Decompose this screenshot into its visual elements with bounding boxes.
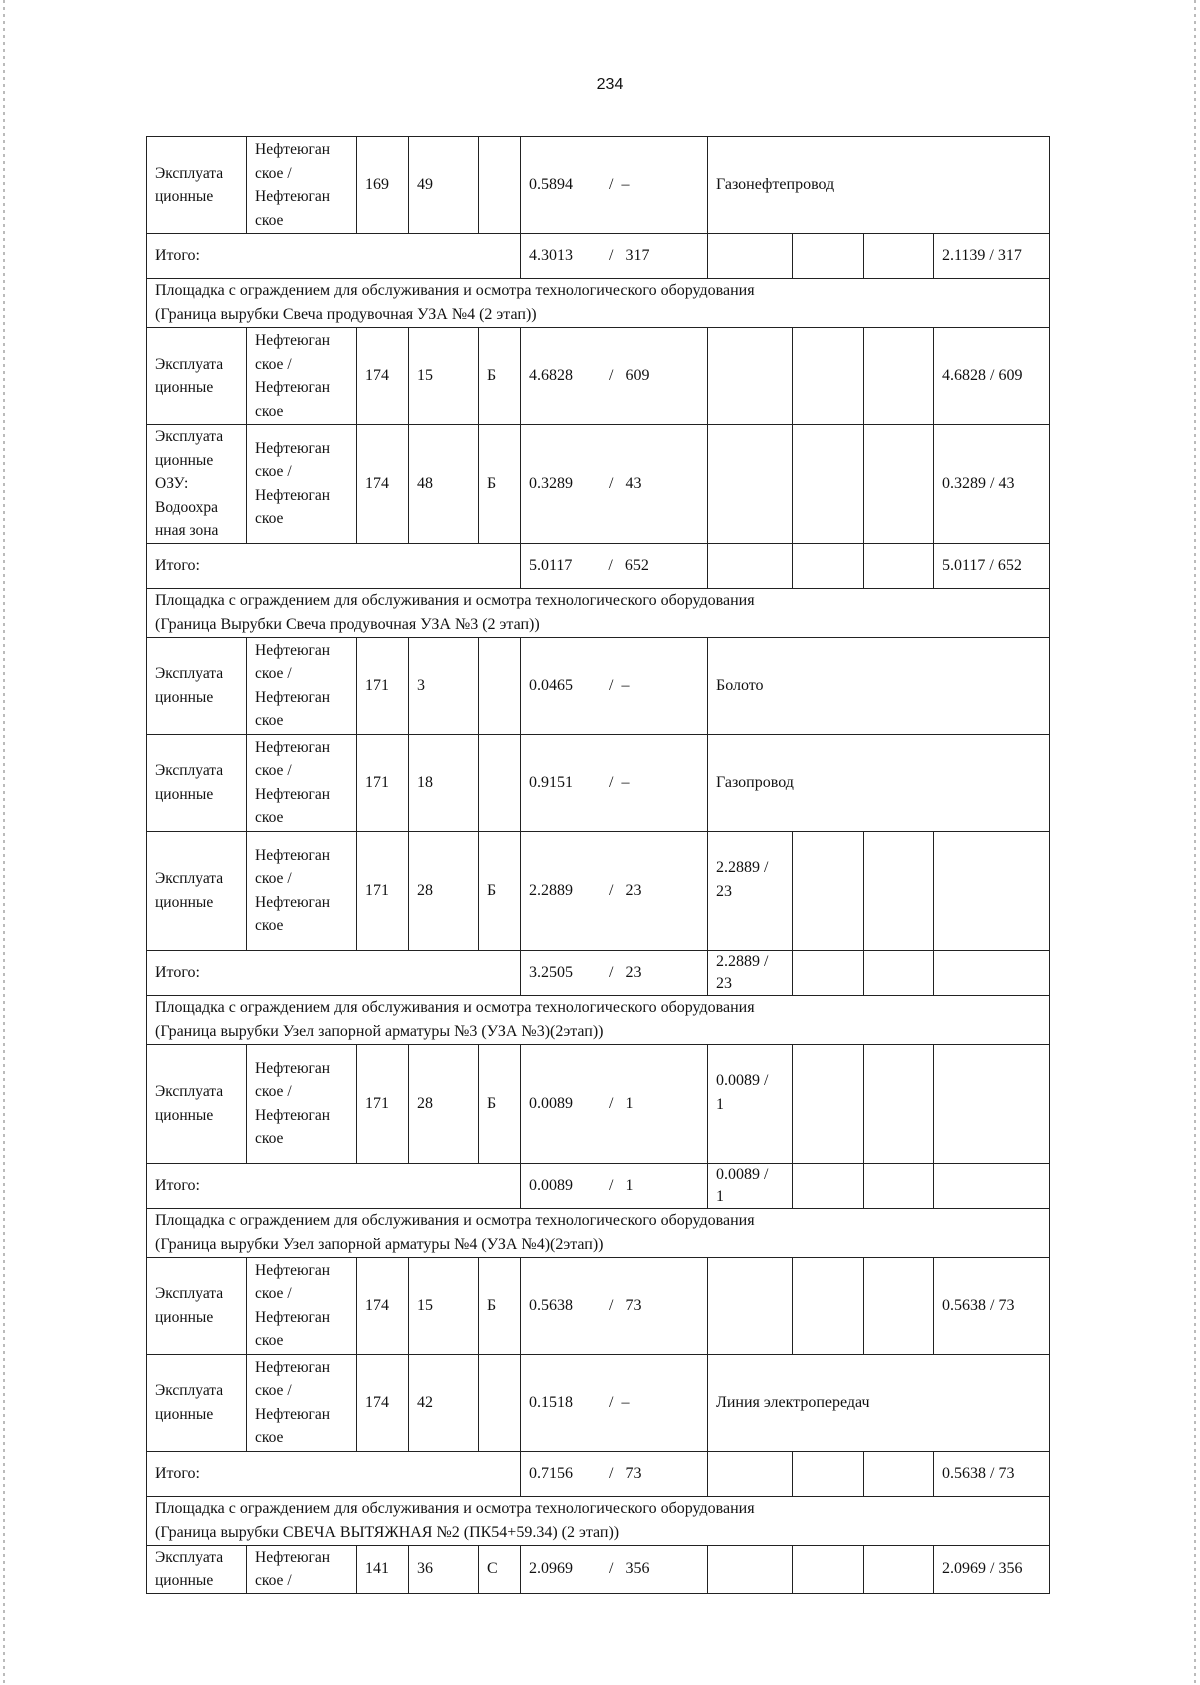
category-cell-line: ционные xyxy=(155,188,214,205)
owner-cell xyxy=(247,328,357,425)
owner-cell-line: Нефтеюган xyxy=(255,332,331,349)
value-part: 23 xyxy=(716,882,732,900)
category-c2-cell xyxy=(793,1545,864,1593)
category-cell-line: Эксплуата xyxy=(155,665,224,682)
table-row xyxy=(147,1044,1050,1163)
value-part: 2.2889 / xyxy=(716,952,769,970)
table-row xyxy=(147,328,1050,425)
category-c3-cell xyxy=(864,950,934,995)
owner-cell-line: ское xyxy=(255,402,284,420)
table-row xyxy=(147,831,1050,950)
kvartal-cell: 174 xyxy=(357,1257,409,1354)
litera-cell: Б xyxy=(479,1257,521,1354)
kvartal-cell: 171 xyxy=(357,637,409,734)
table-row xyxy=(147,637,1050,734)
category-cell-line: нная зона xyxy=(155,522,219,539)
category-c3-cell xyxy=(864,831,934,950)
owner-cell-line: Нефтеюган xyxy=(255,486,331,504)
category-c4-cell: 4.6828 / 609 xyxy=(934,328,1050,425)
table-row xyxy=(147,1545,1050,1593)
note-cell: Газопровод xyxy=(708,734,1050,831)
area-cell: 0.3289 / 43 xyxy=(521,425,708,544)
category-cell xyxy=(147,137,247,234)
category-c4-cell: 0.5638 / 73 xyxy=(934,1257,1050,1354)
category-c3-cell xyxy=(864,1451,934,1496)
area-cell: 5.0117 / 652 xyxy=(521,543,708,588)
category-c2-cell xyxy=(793,1451,864,1496)
vydel-cell: 49 xyxy=(409,137,479,234)
category-cell-line: Эксплуата xyxy=(155,1548,224,1566)
kvartal-cell: 174 xyxy=(357,328,409,425)
vydel-cell: 15 xyxy=(409,328,479,425)
kvartal-cell: 171 xyxy=(357,831,409,950)
category-c4-cell xyxy=(934,831,1050,950)
section-heading-line: (Граница вырубки СВЕЧА ВЫТЯЖНАЯ №2 (ПК54+59.34) (2 этап)) xyxy=(155,1523,620,1541)
category-cell-line: ционные xyxy=(155,893,214,911)
owner-cell xyxy=(247,1545,357,1593)
owner-cell-line: Нефтеюган xyxy=(255,1405,331,1423)
owner-cell-line: Нефтеюган xyxy=(255,1308,331,1326)
area-cell: 0.9151 / – xyxy=(521,734,708,831)
vydel-cell: 48 xyxy=(409,425,479,544)
owner-cell-line: Нефтеюган xyxy=(255,1261,331,1279)
section-heading-line: (Граница вырубки Узел запорной арматуры №4 (УЗА №4)(2этап)) xyxy=(155,1235,604,1253)
table-row xyxy=(147,1257,1050,1354)
owner-cell-line: ское xyxy=(255,1130,284,1147)
area-cell: 0.5638 / 73 xyxy=(521,1257,708,1354)
area-cell: 0.0089 / 1 xyxy=(521,1163,708,1208)
value-part: 2.2889 / xyxy=(716,858,769,876)
category-c3-cell xyxy=(864,1257,934,1354)
scan-edge-left xyxy=(3,0,5,1685)
owner-cell-line: ское / xyxy=(255,1285,292,1302)
category-c3-cell xyxy=(864,425,934,544)
total-label: Итого: xyxy=(147,1451,521,1496)
litera-cell: Б xyxy=(479,425,521,544)
clearing-table xyxy=(146,136,1050,1594)
kvartal-cell: 174 xyxy=(357,425,409,544)
litera-cell xyxy=(479,1354,521,1451)
category-c2-cell xyxy=(793,1044,864,1163)
note-cell: Линия электропередач xyxy=(708,1354,1050,1451)
owner-cell-line: Нефтеюган xyxy=(255,893,331,911)
category-cell-line: ционные xyxy=(155,1572,214,1589)
total-row xyxy=(147,543,1050,588)
category-c1-cell xyxy=(708,328,793,425)
owner-cell xyxy=(247,637,357,734)
area-cell: 0.0089 / 1 xyxy=(521,1044,708,1163)
category-cell-line: ционные xyxy=(155,1405,214,1423)
category-c1-cell xyxy=(708,543,793,588)
category-c3-cell xyxy=(864,328,934,425)
category-cell-line: Эксплуата xyxy=(155,762,224,779)
category-c2-cell xyxy=(793,425,864,544)
owner-cell-line: Нефтеюган xyxy=(255,785,331,803)
category-cell xyxy=(147,1044,247,1163)
owner-cell-line: Нефтеюган xyxy=(255,738,331,756)
category-cell xyxy=(147,734,247,831)
owner-cell xyxy=(247,831,357,950)
category-c1-cell xyxy=(708,950,793,995)
total-label: Итого: xyxy=(147,950,521,995)
category-cell-line: Эксплуата xyxy=(155,1382,224,1399)
category-cell-line: Эксплуата xyxy=(155,870,224,887)
owner-cell-line: ское / xyxy=(255,1572,292,1589)
category-c1-cell xyxy=(708,425,793,544)
section-heading-row xyxy=(147,588,1050,637)
section-heading-line: Площадка с ограждением для обслуживания и осмотра технологического оборудования xyxy=(155,282,755,299)
area-cell: 0.0465 / – xyxy=(521,637,708,734)
category-c1-cell xyxy=(708,234,793,279)
category-c3-cell xyxy=(864,543,934,588)
table-row xyxy=(147,137,1050,234)
kvartal-cell: 171 xyxy=(357,1044,409,1163)
category-c2-cell xyxy=(793,1163,864,1208)
owner-cell xyxy=(247,137,357,234)
category-c2-cell xyxy=(793,1257,864,1354)
total-row xyxy=(147,950,1050,995)
category-c4-cell: 5.0117 / 652 xyxy=(934,543,1050,588)
owner-cell-line: ское / xyxy=(255,1083,292,1100)
section-heading-line: Площадка с ограждением для обслуживания и осмотра технологического оборудования xyxy=(155,1211,755,1229)
table-row xyxy=(147,734,1050,831)
section-heading-row xyxy=(147,1208,1050,1257)
category-c4-cell: 0.3289 / 43 xyxy=(934,425,1050,544)
total-label: Итого: xyxy=(147,543,521,588)
category-c2-cell xyxy=(793,831,864,950)
category-c3-cell xyxy=(864,1163,934,1208)
kvartal-cell: 141 xyxy=(357,1545,409,1593)
owner-cell-line: Нефтеюган xyxy=(255,141,331,158)
category-cell-line: ОЗУ: xyxy=(155,475,189,492)
category-cell-line: Эксплуата xyxy=(155,355,224,373)
owner-cell-line: ское / xyxy=(255,665,292,682)
owner-cell-line: Нефтеюган xyxy=(255,188,331,205)
category-c4-cell xyxy=(934,1163,1050,1208)
owner-cell-line: ское / xyxy=(255,762,292,779)
category-c4-cell: 2.1139 / 317 xyxy=(934,234,1050,279)
litera-cell: С xyxy=(479,1545,521,1593)
owner-cell xyxy=(247,734,357,831)
owner-cell xyxy=(247,1044,357,1163)
area-cell: 4.3013 / 317 xyxy=(521,234,708,279)
section-heading-line: (Граница вырубки Узел запорной арматуры №3 (УЗА №3)(2этап)) xyxy=(155,1022,604,1040)
litera-cell xyxy=(479,637,521,734)
section-heading-row xyxy=(147,1496,1050,1545)
area-cell: 3.2505 / 23 xyxy=(521,950,708,995)
owner-cell-line: ское / xyxy=(255,355,292,373)
owner-cell-line: ское / xyxy=(255,1382,292,1399)
section-heading xyxy=(147,1208,1050,1257)
owner-cell-line: ское xyxy=(255,211,284,229)
kvartal-cell: 169 xyxy=(357,137,409,234)
category-c1-cell xyxy=(708,1451,793,1496)
category-c1-cell xyxy=(708,1545,793,1593)
category-c2-cell xyxy=(793,328,864,425)
value-part: 23 xyxy=(716,974,732,992)
litera-cell: Б xyxy=(479,831,521,950)
category-cell-line: ционные xyxy=(155,1106,214,1124)
total-label: Итого: xyxy=(147,1163,521,1208)
category-c3-cell xyxy=(864,234,934,279)
total-row xyxy=(147,234,1050,279)
vydel-cell: 15 xyxy=(409,1257,479,1354)
owner-cell-line: Нефтеюган xyxy=(255,688,331,706)
section-heading-line: (Граница вырубки Свеча продувочная УЗА №4 (2 этап)) xyxy=(155,306,537,323)
category-cell-line: ционные xyxy=(155,688,214,706)
litera-cell: Б xyxy=(479,328,521,425)
category-c4-cell xyxy=(934,950,1050,995)
value-part: 1 xyxy=(716,1095,724,1113)
owner-cell-line: Нефтеюган xyxy=(255,1106,331,1124)
category-cell-line: Эксплуата xyxy=(155,1083,224,1100)
category-c4-cell xyxy=(934,1044,1050,1163)
category-c1-cell xyxy=(708,1044,793,1163)
section-heading xyxy=(147,1496,1050,1545)
section-heading-line: Площадка с ограждением для обслуживания и осмотра технологического оборудования xyxy=(155,1499,755,1517)
owner-cell xyxy=(247,1354,357,1451)
category-cell-line: Эксплуата xyxy=(155,1285,224,1302)
owner-cell-line: ское xyxy=(255,1332,284,1349)
vydel-cell: 42 xyxy=(409,1354,479,1451)
owner-cell-line: ское xyxy=(255,809,284,826)
owner-cell-line: Нефтеюган xyxy=(255,379,331,396)
kvartal-cell: 171 xyxy=(357,734,409,831)
table-row xyxy=(147,425,1050,544)
owner-cell xyxy=(247,425,357,544)
area-cell: 0.1518 / – xyxy=(521,1354,708,1451)
category-c3-cell xyxy=(864,1545,934,1593)
category-cell xyxy=(147,831,247,950)
category-c4-cell: 2.0969 / 356 xyxy=(934,1545,1050,1593)
section-heading-row xyxy=(147,279,1050,328)
total-label: Итого: xyxy=(147,234,521,279)
total-row xyxy=(147,1451,1050,1496)
owner-cell-line: ское xyxy=(255,510,284,528)
category-c2-cell xyxy=(793,234,864,279)
category-cell-line: ционные xyxy=(155,785,214,803)
vydel-cell: 3 xyxy=(409,637,479,734)
owner-cell-line: ское / xyxy=(255,870,292,887)
owner-cell-line: Нефтеюган xyxy=(255,439,331,457)
vydel-cell: 28 xyxy=(409,831,479,950)
vydel-cell: 28 xyxy=(409,1044,479,1163)
section-heading-row xyxy=(147,995,1050,1044)
owner-cell-line: Нефтеюган xyxy=(255,1358,331,1376)
section-heading xyxy=(147,995,1050,1044)
category-cell xyxy=(147,1545,247,1593)
value-part: 0.0089 / xyxy=(716,1071,769,1089)
category-c3-cell xyxy=(864,1044,934,1163)
category-cell xyxy=(147,328,247,425)
category-cell-line: Эксплуата xyxy=(155,164,224,182)
owner-cell-line: ское xyxy=(255,917,284,934)
section-heading xyxy=(147,279,1050,328)
litera-cell: Б xyxy=(479,1044,521,1163)
page-number: 234 xyxy=(596,76,624,93)
category-cell-line: Водоохра xyxy=(155,498,219,516)
category-cell xyxy=(147,1354,247,1451)
owner-cell xyxy=(247,1257,357,1354)
vydel-cell: 36 xyxy=(409,1545,479,1593)
category-cell xyxy=(147,425,247,544)
owner-cell-line: ское / xyxy=(255,164,292,182)
section-heading xyxy=(147,588,1050,637)
section-heading-line: Площадка с ограждением для обслуживания и осмотра технологического оборудования xyxy=(155,998,755,1016)
area-cell: 2.0969 / 356 xyxy=(521,1545,708,1593)
vydel-cell: 18 xyxy=(409,734,479,831)
area-cell: 2.2889 / 23 xyxy=(521,831,708,950)
scan-edge-right xyxy=(1194,0,1196,1685)
owner-cell-line: Нефтеюган xyxy=(255,1548,331,1566)
owner-cell-line: ское / xyxy=(255,463,292,481)
section-heading-line: Площадка с ограждением для обслуживания и осмотра технологического оборудования xyxy=(155,591,755,609)
owner-cell-line: Нефтеюган xyxy=(255,641,331,659)
total-row xyxy=(147,1163,1050,1208)
owner-cell-line: Нефтеюган xyxy=(255,1059,331,1077)
area-cell: 0.7156 / 73 xyxy=(521,1451,708,1496)
category-cell-line: ционные xyxy=(155,451,214,469)
table-row xyxy=(147,1354,1050,1451)
area-cell: 0.5894 / – xyxy=(521,137,708,234)
area-cell: 4.6828 / 609 xyxy=(521,328,708,425)
owner-cell-line: ское xyxy=(255,712,284,729)
category-c2-cell xyxy=(793,543,864,588)
owner-cell-line: Нефтеюган xyxy=(255,846,331,864)
note-cell: Газонефтепровод xyxy=(708,137,1050,234)
category-cell-line: ционные xyxy=(155,1308,214,1326)
note-cell: Болото xyxy=(708,637,1050,734)
litera-cell xyxy=(479,137,521,234)
litera-cell xyxy=(479,734,521,831)
value-part: 1 xyxy=(716,1187,724,1205)
owner-cell-line: ское xyxy=(255,1429,284,1446)
category-c2-cell xyxy=(793,950,864,995)
category-c1-cell xyxy=(708,831,793,950)
category-c1-cell xyxy=(708,1163,793,1208)
category-cell xyxy=(147,637,247,734)
category-cell xyxy=(147,1257,247,1354)
kvartal-cell: 174 xyxy=(357,1354,409,1451)
category-c1-cell xyxy=(708,1257,793,1354)
category-c4-cell: 0.5638 / 73 xyxy=(934,1451,1050,1496)
section-heading-line: (Граница Вырубки Свеча продувочная УЗА №3 (2 этап)) xyxy=(155,615,540,633)
category-cell-line: ционные xyxy=(155,379,214,396)
table-body xyxy=(147,137,1050,1594)
category-cell-line: Эксплуата xyxy=(155,428,224,445)
value-part: 0.0089 / xyxy=(716,1165,769,1183)
